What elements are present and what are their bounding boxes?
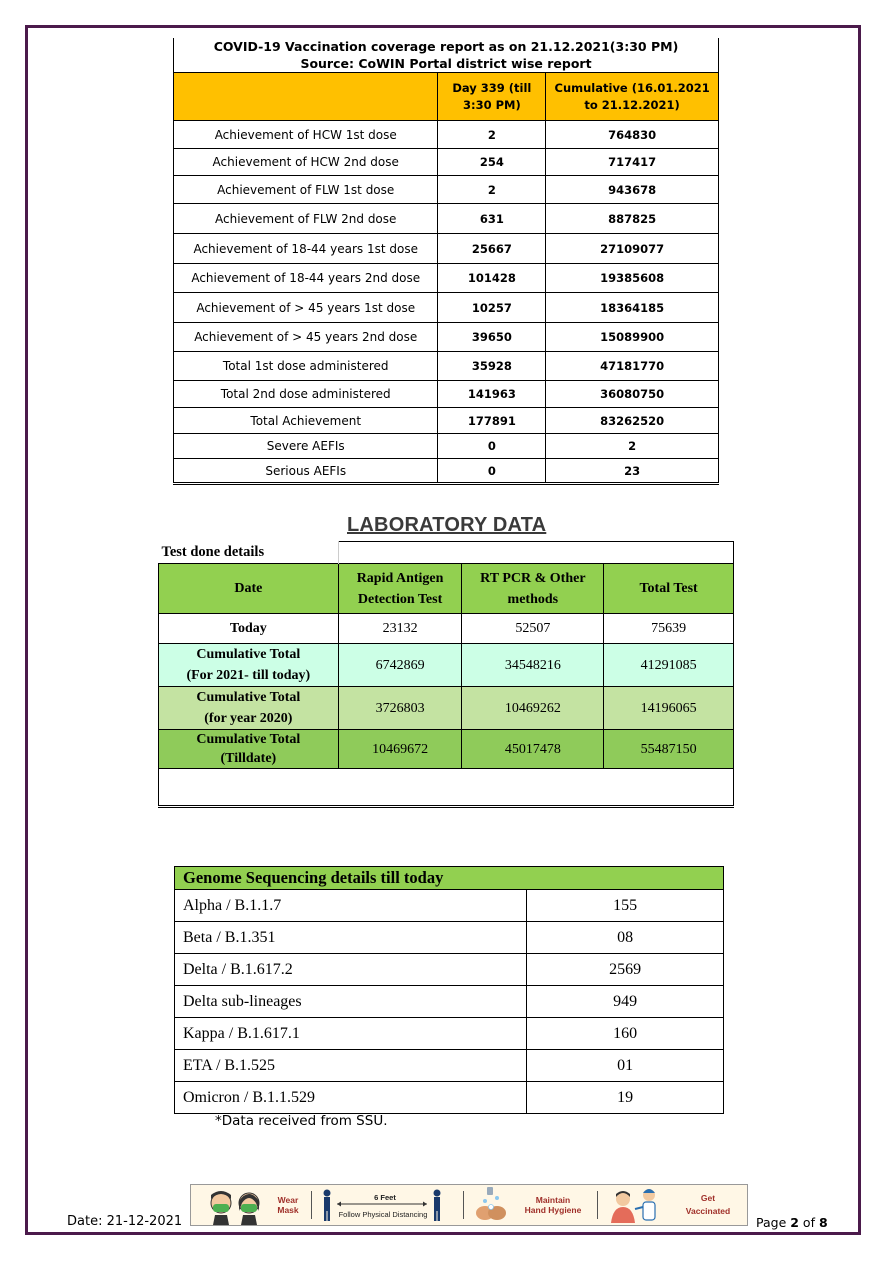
row-cum-value: 19385608 <box>546 264 719 293</box>
row-cum-value: 27109077 <box>546 234 719 264</box>
genome-table <box>174 866 724 1114</box>
header-day-line2: 3:30 PM) <box>462 97 521 112</box>
header-cum-line1: Cumulative (16.01.2021 <box>554 80 710 95</box>
row-cum-value: 2 <box>546 434 719 459</box>
header-blank-cell <box>174 73 438 121</box>
page-total: 8 <box>818 1215 828 1230</box>
distancing-segment <box>315 1185 463 1225</box>
covid-appropriate-behaviour-banner <box>190 1184 748 1226</box>
row-label-line1: Cumulative Total <box>196 732 301 747</box>
row-day-value: 2 <box>438 121 546 149</box>
row-date-label <box>159 644 339 687</box>
variant-name: Delta sub-lineages <box>175 986 527 1018</box>
table-row <box>174 264 719 293</box>
vaccination-title: COVID-19 Vaccination coverage report as on 21.12.2021(3:30 PM) <box>213 39 679 54</box>
row-cum-value: 15089900 <box>546 323 719 352</box>
hand-hygiene-segment <box>467 1185 597 1225</box>
mask-text: Mask <box>277 1205 299 1215</box>
vaccination-title-row <box>174 38 719 73</box>
row-day-value: 39650 <box>438 323 546 352</box>
row-cum-value: 23 <box>546 459 719 484</box>
genome-title: Genome Sequencing details till today <box>175 867 724 890</box>
row-cum-value: 18364185 <box>546 293 719 323</box>
hand-wash-icon <box>471 1185 515 1225</box>
row-day-value: 0 <box>438 434 546 459</box>
vaccination-icon <box>605 1185 669 1225</box>
table-row <box>174 176 719 204</box>
vaccinated-text: Vaccinated <box>685 1206 731 1216</box>
table-row <box>175 922 724 954</box>
row-day-value: 35928 <box>438 352 546 381</box>
laboratory-table <box>158 541 734 808</box>
row-day-value: 254 <box>438 149 546 176</box>
mask-faces-icon <box>201 1185 271 1225</box>
table-row <box>175 890 724 922</box>
variant-count: 160 <box>527 1018 724 1050</box>
vaccination-header-row <box>174 73 719 121</box>
header-cumulative <box>546 73 719 121</box>
variant-name: ETA / B.1.525 <box>175 1050 527 1082</box>
variant-name: Kappa / B.1.617.1 <box>175 1018 527 1050</box>
row-label: Achievement of HCW 1st dose <box>174 121 438 149</box>
table-row <box>174 434 719 459</box>
wear-text: Wear <box>277 1195 299 1205</box>
test-done-label: Test done details <box>159 542 339 564</box>
row-label: Severe AEFIs <box>174 434 438 459</box>
row-label: Achievement of HCW 2nd dose <box>174 149 438 176</box>
wear-mask-segment <box>191 1185 311 1225</box>
row-rtpcr-value: 34548216 <box>462 644 604 687</box>
row-label: Achievement of > 45 years 1st dose <box>174 293 438 323</box>
header-day-line1: Day 339 (till <box>452 80 532 95</box>
row-cum-value: 764830 <box>546 121 719 149</box>
table-row <box>175 1082 724 1114</box>
row-day-value: 177891 <box>438 408 546 434</box>
table-row <box>159 644 734 687</box>
variant-name: Alpha / B.1.1.7 <box>175 890 527 922</box>
row-day-value: 25667 <box>438 234 546 264</box>
row-label: Achievement of FLW 2nd dose <box>174 204 438 234</box>
row-cum-value: 83262520 <box>546 408 719 434</box>
row-label-line2: (Tilldate) <box>220 751 277 766</box>
table-row <box>159 614 734 644</box>
header-cum-line2: to 21.12.2021) <box>584 97 680 112</box>
row-cum-value: 887825 <box>546 204 719 234</box>
variant-count: 08 <box>527 922 724 954</box>
table-row <box>174 323 719 352</box>
row-date-label <box>159 730 339 769</box>
row-label-line1: Cumulative Total <box>196 647 301 662</box>
variant-count: 01 <box>527 1050 724 1082</box>
maintain-text: Maintain <box>535 1195 571 1205</box>
row-day-value: 141963 <box>438 381 546 408</box>
row-rapid-value: 23132 <box>338 614 462 644</box>
genome-footnote: *Data received from SSU. <box>215 1113 388 1129</box>
table-row <box>174 234 719 264</box>
table-row <box>174 149 719 176</box>
lab-empty-row <box>159 769 734 807</box>
row-label-line2: (For 2021- till today) <box>186 668 311 683</box>
lab-header-row <box>159 564 734 614</box>
row-cum-value: 943678 <box>546 176 719 204</box>
physical-distancing-icon <box>315 1185 463 1225</box>
table-row <box>174 459 719 484</box>
table-row <box>175 954 724 986</box>
row-rapid-value: 3726803 <box>338 687 462 730</box>
header-rapid-line2: Detection Test <box>357 591 443 607</box>
row-label: Achievement of 18-44 years 2nd dose <box>174 264 438 293</box>
table-row <box>174 381 719 408</box>
row-label: Total 2nd dose administered <box>174 381 438 408</box>
laboratory-data-title: LABORATORY DATA <box>347 514 547 536</box>
table-row <box>159 687 734 730</box>
row-total-value: 14196065 <box>604 687 734 730</box>
variant-count: 19 <box>527 1082 724 1114</box>
page-prefix: Page <box>756 1215 791 1230</box>
variant-name: Beta / B.1.351 <box>175 922 527 954</box>
row-date-label: Today <box>159 614 339 644</box>
genome-header-row <box>175 867 724 890</box>
table-row <box>174 204 719 234</box>
row-day-value: 0 <box>438 459 546 484</box>
table-row <box>175 1050 724 1082</box>
variant-count: 2569 <box>527 954 724 986</box>
row-day-value: 101428 <box>438 264 546 293</box>
row-date-label <box>159 687 339 730</box>
row-label: Total Achievement <box>174 408 438 434</box>
table-row <box>174 293 719 323</box>
header-rtpcr-line2: methods <box>507 591 559 607</box>
row-cum-value: 36080750 <box>546 381 719 408</box>
variant-name: Omicron / B.1.1.529 <box>175 1082 527 1114</box>
row-cum-value: 717417 <box>546 149 719 176</box>
table-row <box>175 986 724 1018</box>
header-day <box>438 73 546 121</box>
hand-hygiene-text: Hand Hygiene <box>524 1205 582 1215</box>
table-row <box>175 1018 724 1050</box>
row-label: Achievement of > 45 years 2nd dose <box>174 323 438 352</box>
row-cum-value: 47181770 <box>546 352 719 381</box>
vaccination-table <box>173 38 719 485</box>
distancing-text: Follow Physical Distancing <box>338 1210 428 1219</box>
row-label: Total 1st dose administered <box>174 352 438 381</box>
header-rapid-line1: Rapid Antigen <box>356 570 444 586</box>
row-total-value: 75639 <box>604 614 734 644</box>
row-day-value: 631 <box>438 204 546 234</box>
banner-divider <box>597 1191 598 1219</box>
header-rtpcr-line1: RT PCR & Other <box>480 570 586 586</box>
variant-name: Delta / B.1.617.2 <box>175 954 527 986</box>
row-rtpcr-value: 52507 <box>462 614 604 644</box>
header-date: Date <box>159 564 339 614</box>
table-row <box>174 352 719 381</box>
row-day-value: 2 <box>438 176 546 204</box>
banner-divider <box>311 1191 312 1219</box>
table-row <box>174 121 719 149</box>
get-vaccinated-segment <box>601 1185 747 1225</box>
row-rapid-value: 6742869 <box>338 644 462 687</box>
row-label: Achievement of FLW 1st dose <box>174 176 438 204</box>
row-label-line1: Cumulative Total <box>196 690 301 705</box>
page-of: of <box>798 1215 819 1230</box>
row-day-value: 10257 <box>438 293 546 323</box>
row-rapid-value: 10469672 <box>338 730 462 769</box>
header-total-test: Total Test <box>604 564 734 614</box>
row-label-line2: (for year 2020) <box>204 711 293 726</box>
page-current: 2 <box>790 1215 799 1230</box>
row-total-value: 41291085 <box>604 644 734 687</box>
variant-count: 155 <box>527 890 724 922</box>
lab-empty-cell <box>159 769 734 807</box>
test-done-blank <box>338 542 733 564</box>
page-number <box>756 1215 828 1230</box>
vaccination-source: Source: CoWIN Portal district wise report <box>300 56 592 71</box>
row-rtpcr-value: 45017478 <box>462 730 604 769</box>
variant-count: 949 <box>527 986 724 1018</box>
get-text: Get <box>700 1193 716 1203</box>
banner-divider <box>463 1191 464 1219</box>
header-rapid-antigen <box>338 564 462 614</box>
table-row <box>159 730 734 769</box>
footer-date: Date: 21-12-2021 <box>67 1214 183 1229</box>
test-done-row <box>159 542 734 564</box>
header-rtpcr <box>462 564 604 614</box>
row-rtpcr-value: 10469262 <box>462 687 604 730</box>
row-label: Serious AEFIs <box>174 459 438 484</box>
row-label: Achievement of 18-44 years 1st dose <box>174 234 438 264</box>
table-row <box>174 408 719 434</box>
six-feet-text: 6 Feet <box>374 1193 396 1202</box>
row-total-value: 55487150 <box>604 730 734 769</box>
